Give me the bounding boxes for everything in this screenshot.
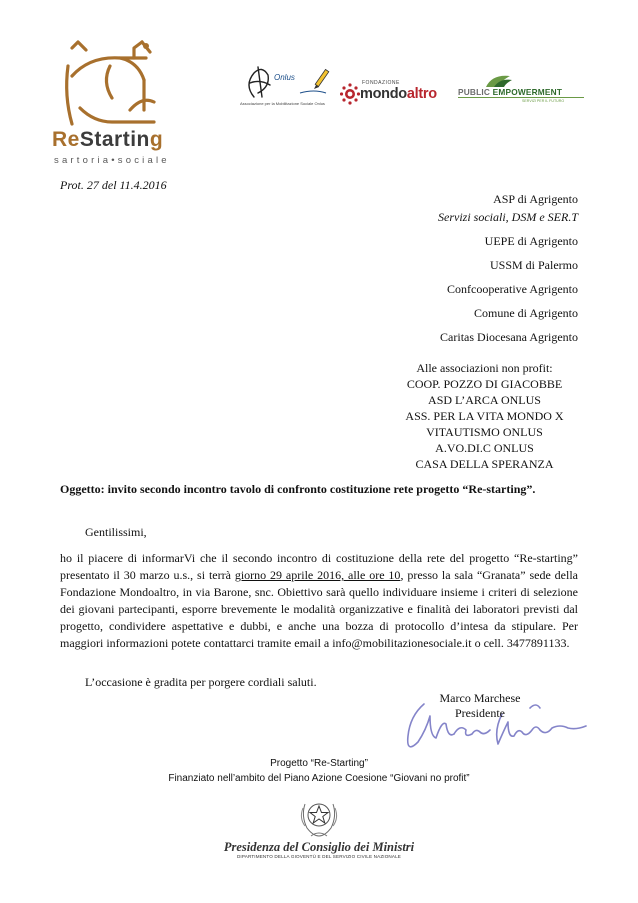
recipient-line: ASP di Agrigento xyxy=(493,192,578,206)
restarting-logo xyxy=(50,36,170,166)
restarting-subtitle: sartoria•sociale xyxy=(54,155,170,166)
mondoaltro-name: mondoaltro xyxy=(360,86,437,102)
signer-role: Presidente xyxy=(455,706,505,720)
mondoaltro-fondazione: FONDAZIONE xyxy=(362,80,400,86)
sewing-machine-icon xyxy=(50,36,170,131)
public-empowerment-name: PUBLIC EMPOWERMENT xyxy=(458,87,563,97)
public-empowerment-tagline: SERVIZI PER IL FUTURO xyxy=(522,99,565,103)
recipient-line: USSM di Palermo xyxy=(489,258,578,272)
public-empowerment-rule xyxy=(458,97,584,98)
onlus-tagline: Associazione per la Mobilitazione Sociale Onlus xyxy=(240,101,325,106)
association-item: ASD L’ARCA ONLUS xyxy=(428,393,541,407)
signer-name: Marco Marchese xyxy=(439,691,521,705)
salutation: Gentilissimi, xyxy=(85,525,147,539)
association-item: CASA DELLA SPERANZA xyxy=(415,457,554,471)
recipient-line: Comune di Agrigento xyxy=(474,306,578,320)
body-text: ho il piacere di informarVi che il secondo incontro di costituzione della rete del progetto “Re-starting” presentato il 30 marzo u.s., si terrà xyxy=(60,551,578,582)
department-label: DIPARTIMENTO DELLA GIOVENTÙ E DEL SERVIZIO CIVILE NAZIONALE xyxy=(236,854,402,859)
closing-line: L’occasione è gradita per porgere cordiali saluti. xyxy=(85,675,317,689)
associations-list xyxy=(391,360,578,472)
footer-funding: Finanziato nell’ambito del Piano Azione Coesione “Giovani no profit” xyxy=(168,773,470,784)
association-item: COOP. POZZO DI GIACOBBE xyxy=(406,377,563,391)
letter-body xyxy=(60,550,578,652)
associations-heading: Alle associazioni non profit: xyxy=(416,361,553,375)
association-item: VITAUTISMO ONLUS xyxy=(426,425,543,439)
restarting-brand: ReStarting xyxy=(52,128,164,151)
onlus-label: Onlus xyxy=(274,73,295,82)
subject-line: Oggetto: invito secondo incontro tavolo di confronto costituzione rete progetto “Re-starting”. xyxy=(60,482,536,496)
public-empowerment-logo xyxy=(456,76,586,106)
recipient-line: UEPE di Agrigento xyxy=(484,234,578,248)
association-item: A.VO.DI.C ONLUS xyxy=(435,441,534,455)
body-text: , presso la sala “Granata” sede della Fondazione Mondoaltro, in via Barone, snc. Obiettivo sarà quello individuare insieme i criteri di selezione dei giovani partecipanti, esporre brevemente le modalità organizzative e finalità dei laboratori previsti dal progetto, condividere aspettative e dubbi, e anche una bozza di protocollo d’intesa da stipulare. Per maggiori informazioni potete contattarci tramite email a info@mobilitazionesociale.it o cell. 3477891133. xyxy=(60,568,578,650)
mobilitazione-sociale-logo xyxy=(240,63,340,109)
recipient-line: Caritas Diocesana Agrigento xyxy=(440,330,578,344)
footer-project: Progetto “Re-Starting” xyxy=(270,758,368,769)
meeting-date: giorno 29 aprile 2016, alle ore 10 xyxy=(234,568,401,582)
recipient-line: Confcooperative Agrigento xyxy=(447,282,578,296)
music-note-icon xyxy=(240,63,340,101)
association-item: ASS. PER LA VITA MONDO X xyxy=(405,409,564,423)
mondoaltro-logo xyxy=(340,80,450,106)
presidency-label: Presidenza del Consiglio dei Ministri xyxy=(223,840,415,854)
recipients-list xyxy=(278,192,578,344)
protocol-number: Prot. 27 del 11.4.2016 xyxy=(60,178,167,192)
sun-icon xyxy=(340,83,360,105)
italian-emblem-icon xyxy=(297,794,341,840)
leaf-icon xyxy=(484,74,514,88)
signer-block xyxy=(420,691,540,721)
recipient-line: Servizi sociali, DSM e SER.T xyxy=(438,210,578,224)
